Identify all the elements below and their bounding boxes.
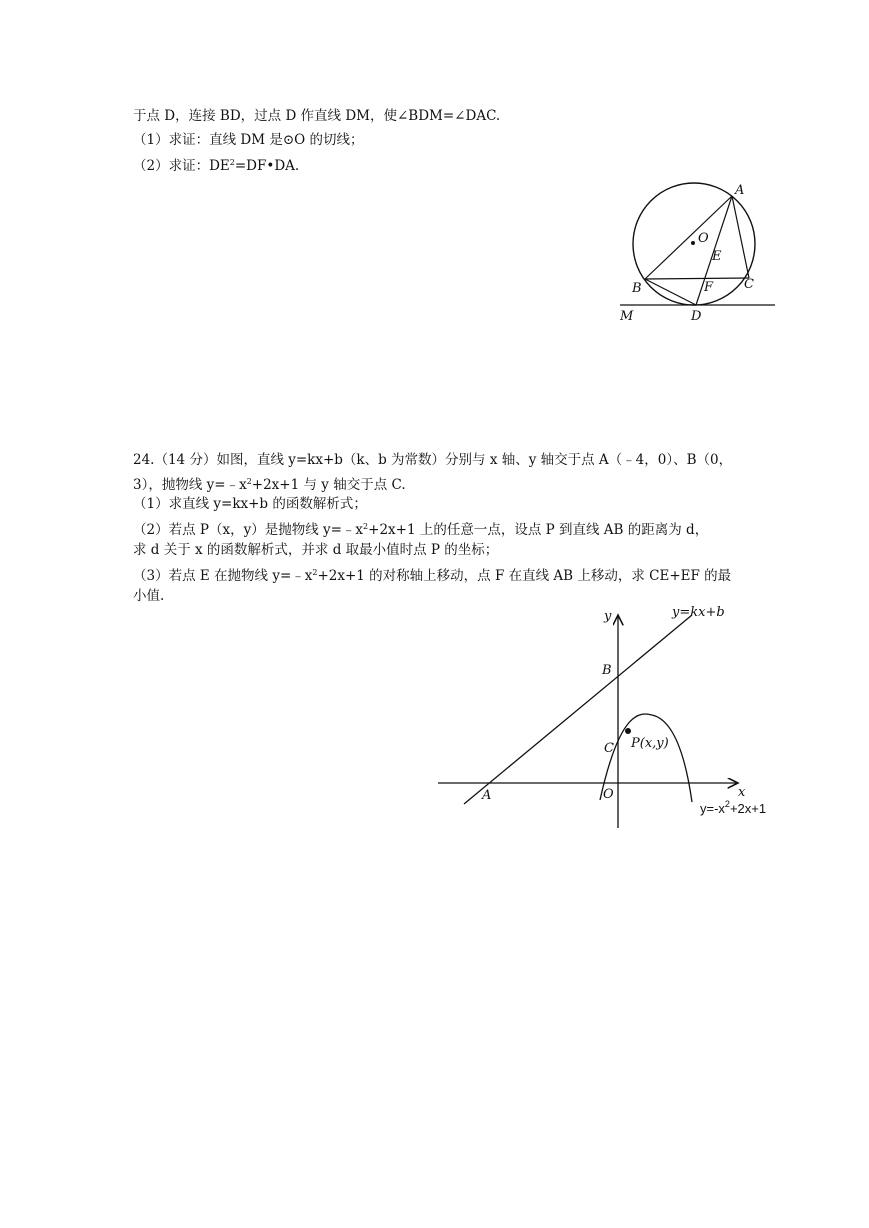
line-ab <box>464 615 692 804</box>
p23-part2 <box>133 153 299 176</box>
label-o: O <box>603 787 614 802</box>
segment-ab <box>645 196 732 279</box>
p24-part1: （1）求直线 y=kx+b 的函数解析式； <box>133 496 367 512</box>
label-a: A <box>482 788 492 803</box>
p23-part2-suffix: =DF•DA. <box>234 158 300 174</box>
p24-part2a-sup: 2 <box>363 522 369 531</box>
label-b: B <box>632 281 642 296</box>
label-parabola <box>700 799 766 816</box>
p24-part2a <box>133 517 708 540</box>
p24-line2 <box>133 472 406 495</box>
label-c: C <box>744 277 754 292</box>
label-parabola-suffix: +2x+1 <box>729 801 767 816</box>
p24-part3a-prefix: （3）若点 E 在抛物线 y=﹣x <box>133 568 313 584</box>
label-b: B <box>602 663 612 678</box>
p23-part2-prefix: （2）求证：DE <box>133 158 230 174</box>
p24-part2a-prefix: （2）若点 P（x，y）是抛物线 y=﹣x <box>133 522 364 538</box>
center-dot <box>691 241 695 245</box>
p24-part2a-suffix: +2x+1 上的任意一点，设点 P 到直线 AB 的距离为 d， <box>368 522 709 538</box>
p23-part1: （1）求证：直线 DM 是⊙O 的切线； <box>133 132 364 148</box>
label-e: E <box>712 249 722 264</box>
label-o: O <box>698 231 709 246</box>
label-d: D <box>691 309 702 324</box>
label-m: M <box>620 309 634 324</box>
p24-line2-suffix: +2x+1 与 y 轴交于点 C. <box>251 477 406 493</box>
p24-part2b: 求 d 关于 x 的函数解析式，并求 d 取最小值时点 P 的坐标； <box>133 542 499 558</box>
segment-bd <box>645 279 696 305</box>
label-f: F <box>704 280 714 295</box>
p24-part3a <box>133 563 731 586</box>
label-a: A <box>735 183 745 198</box>
point-p <box>625 728 631 734</box>
p24-part3a-sup: 2 <box>312 568 318 577</box>
p24-line2-sup: 2 <box>246 477 252 486</box>
p23-part2-sup: 2 <box>229 158 235 167</box>
segment-bc <box>645 278 749 279</box>
label-y-axis: y <box>604 609 612 624</box>
label-parabola-sup: 2 <box>724 799 730 809</box>
p24-line2-prefix: 3），抛物线 y=﹣x <box>133 477 247 493</box>
parabola-curve <box>600 714 692 802</box>
p24-part3a-suffix: +2x+1 的对称轴上移动，点 F 在直线 AB 上移动，求 CE+EF 的最 <box>317 568 732 584</box>
label-p: P(x,y) <box>631 736 669 751</box>
p24-line1: 24.（14 分）如图，直线 y=kx+b（k、b 为常数）分别与 x 轴、y 轴交于点 A（﹣4，0）、B（0， <box>133 452 733 468</box>
circle-figure <box>600 170 790 330</box>
segment-ac <box>732 196 749 278</box>
label-parabola-prefix: y=-x <box>700 801 725 816</box>
label-x-axis: x <box>738 785 746 800</box>
label-c: C <box>604 741 614 756</box>
p23-line1: 于点 D，连接 BD，过点 D 作直线 DM，使∠BDM=∠DAC. <box>133 108 501 124</box>
p24-part3b: 小值. <box>133 588 165 604</box>
label-line: y=kx+b <box>672 605 725 620</box>
coordinate-figure <box>430 600 790 840</box>
